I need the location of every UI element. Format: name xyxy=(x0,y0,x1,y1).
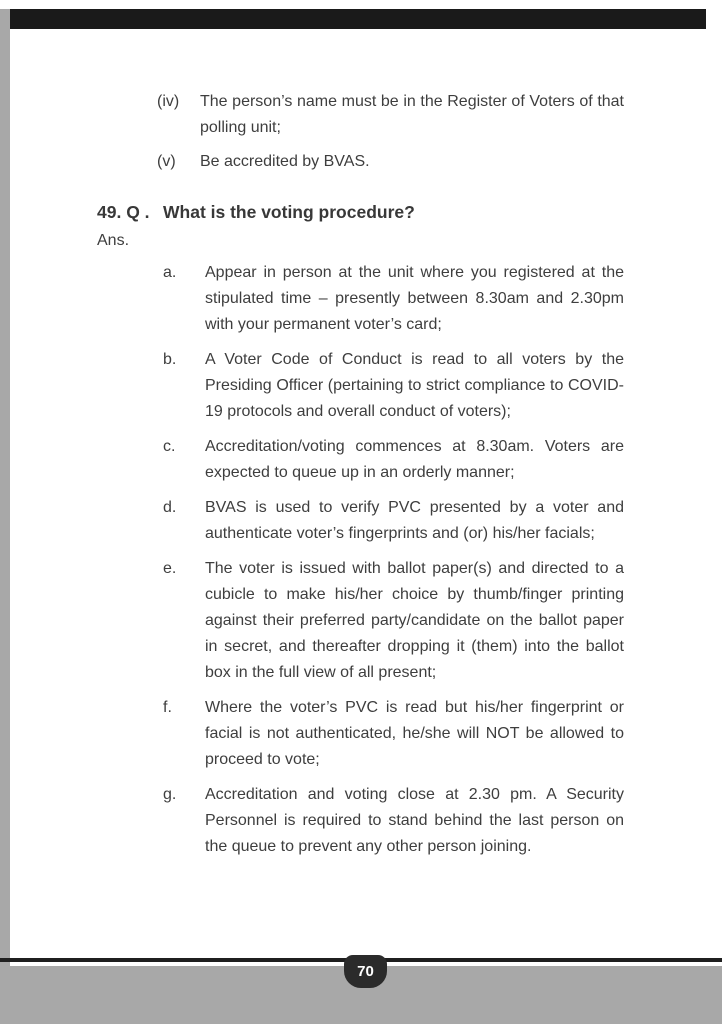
answer-item-g xyxy=(163,782,624,860)
list-marker: g. xyxy=(163,786,177,803)
page-number-badge xyxy=(344,955,387,988)
list-marker: a. xyxy=(163,264,177,281)
answer-item-text: A Voter Code of Conduct is read to all voters by the Presiding Officer (pertaining to strict compliance to COVID-19 protocols and overall conduct of voters); xyxy=(205,351,624,420)
answer-item-text: Appear in person at the unit where you registered at the stipulated time – presently between 8.30am and 2.30pm with your permanent voter’s card; xyxy=(205,264,624,333)
answer-item-text: The voter is issued with ballot paper(s) and directed to a cubicle to make his/her choice by thumb/finger printing against their preferred party/candidate on the ballot paper in secret, and thereafter dropping it (them) into the ballot box in the full view of all present; xyxy=(205,560,624,681)
answer-item-e xyxy=(163,556,624,686)
top-border-bar xyxy=(8,9,706,29)
list-item-v xyxy=(157,149,624,175)
answer-item-a xyxy=(163,260,624,338)
left-edge-strip xyxy=(0,9,10,1024)
answer-item-text: Accreditation/voting commences at 8.30am. Voters are expected to queue up in an orderly manner; xyxy=(205,438,624,481)
list-item-text: Be accredited by BVAS. xyxy=(200,153,370,170)
answer-item-b xyxy=(163,347,624,425)
answer-item-text: Accreditation and voting close at 2.30 pm. A Security Personnel is required to stand behind the last person on the queue to prevent any other person joining. xyxy=(205,786,624,855)
answer-item-c xyxy=(163,434,624,486)
page-content xyxy=(97,89,624,860)
list-marker: e. xyxy=(163,560,177,577)
list-marker: b. xyxy=(163,351,177,368)
answer-item-d xyxy=(163,495,624,547)
question-title: What is the voting procedure? xyxy=(163,202,415,222)
list-marker: f. xyxy=(163,699,172,716)
question-number: 49. Q . xyxy=(97,202,150,222)
answer-item-f xyxy=(163,695,624,773)
answer-item-text: BVAS is used to verify PVC presented by a voter and authenticate voter’s fingerprints and (or) his/her facials; xyxy=(205,499,624,542)
answer-label: Ans. xyxy=(97,232,130,249)
question-heading xyxy=(97,198,624,226)
list-marker: (v) xyxy=(157,153,176,170)
list-marker: d. xyxy=(163,499,177,516)
list-item-text: The person’s name must be in the Register of Voters of that polling unit; xyxy=(200,93,624,136)
list-marker: c. xyxy=(163,438,176,455)
page-number: 70 xyxy=(357,963,374,980)
list-marker: (iv) xyxy=(157,93,180,110)
list-item-iv xyxy=(157,89,624,141)
answer-item-text: Where the voter’s PVC is read but his/her fingerprint or facial is not authenticated, he/she will NOT be allowed to proceed to vote; xyxy=(205,699,624,768)
